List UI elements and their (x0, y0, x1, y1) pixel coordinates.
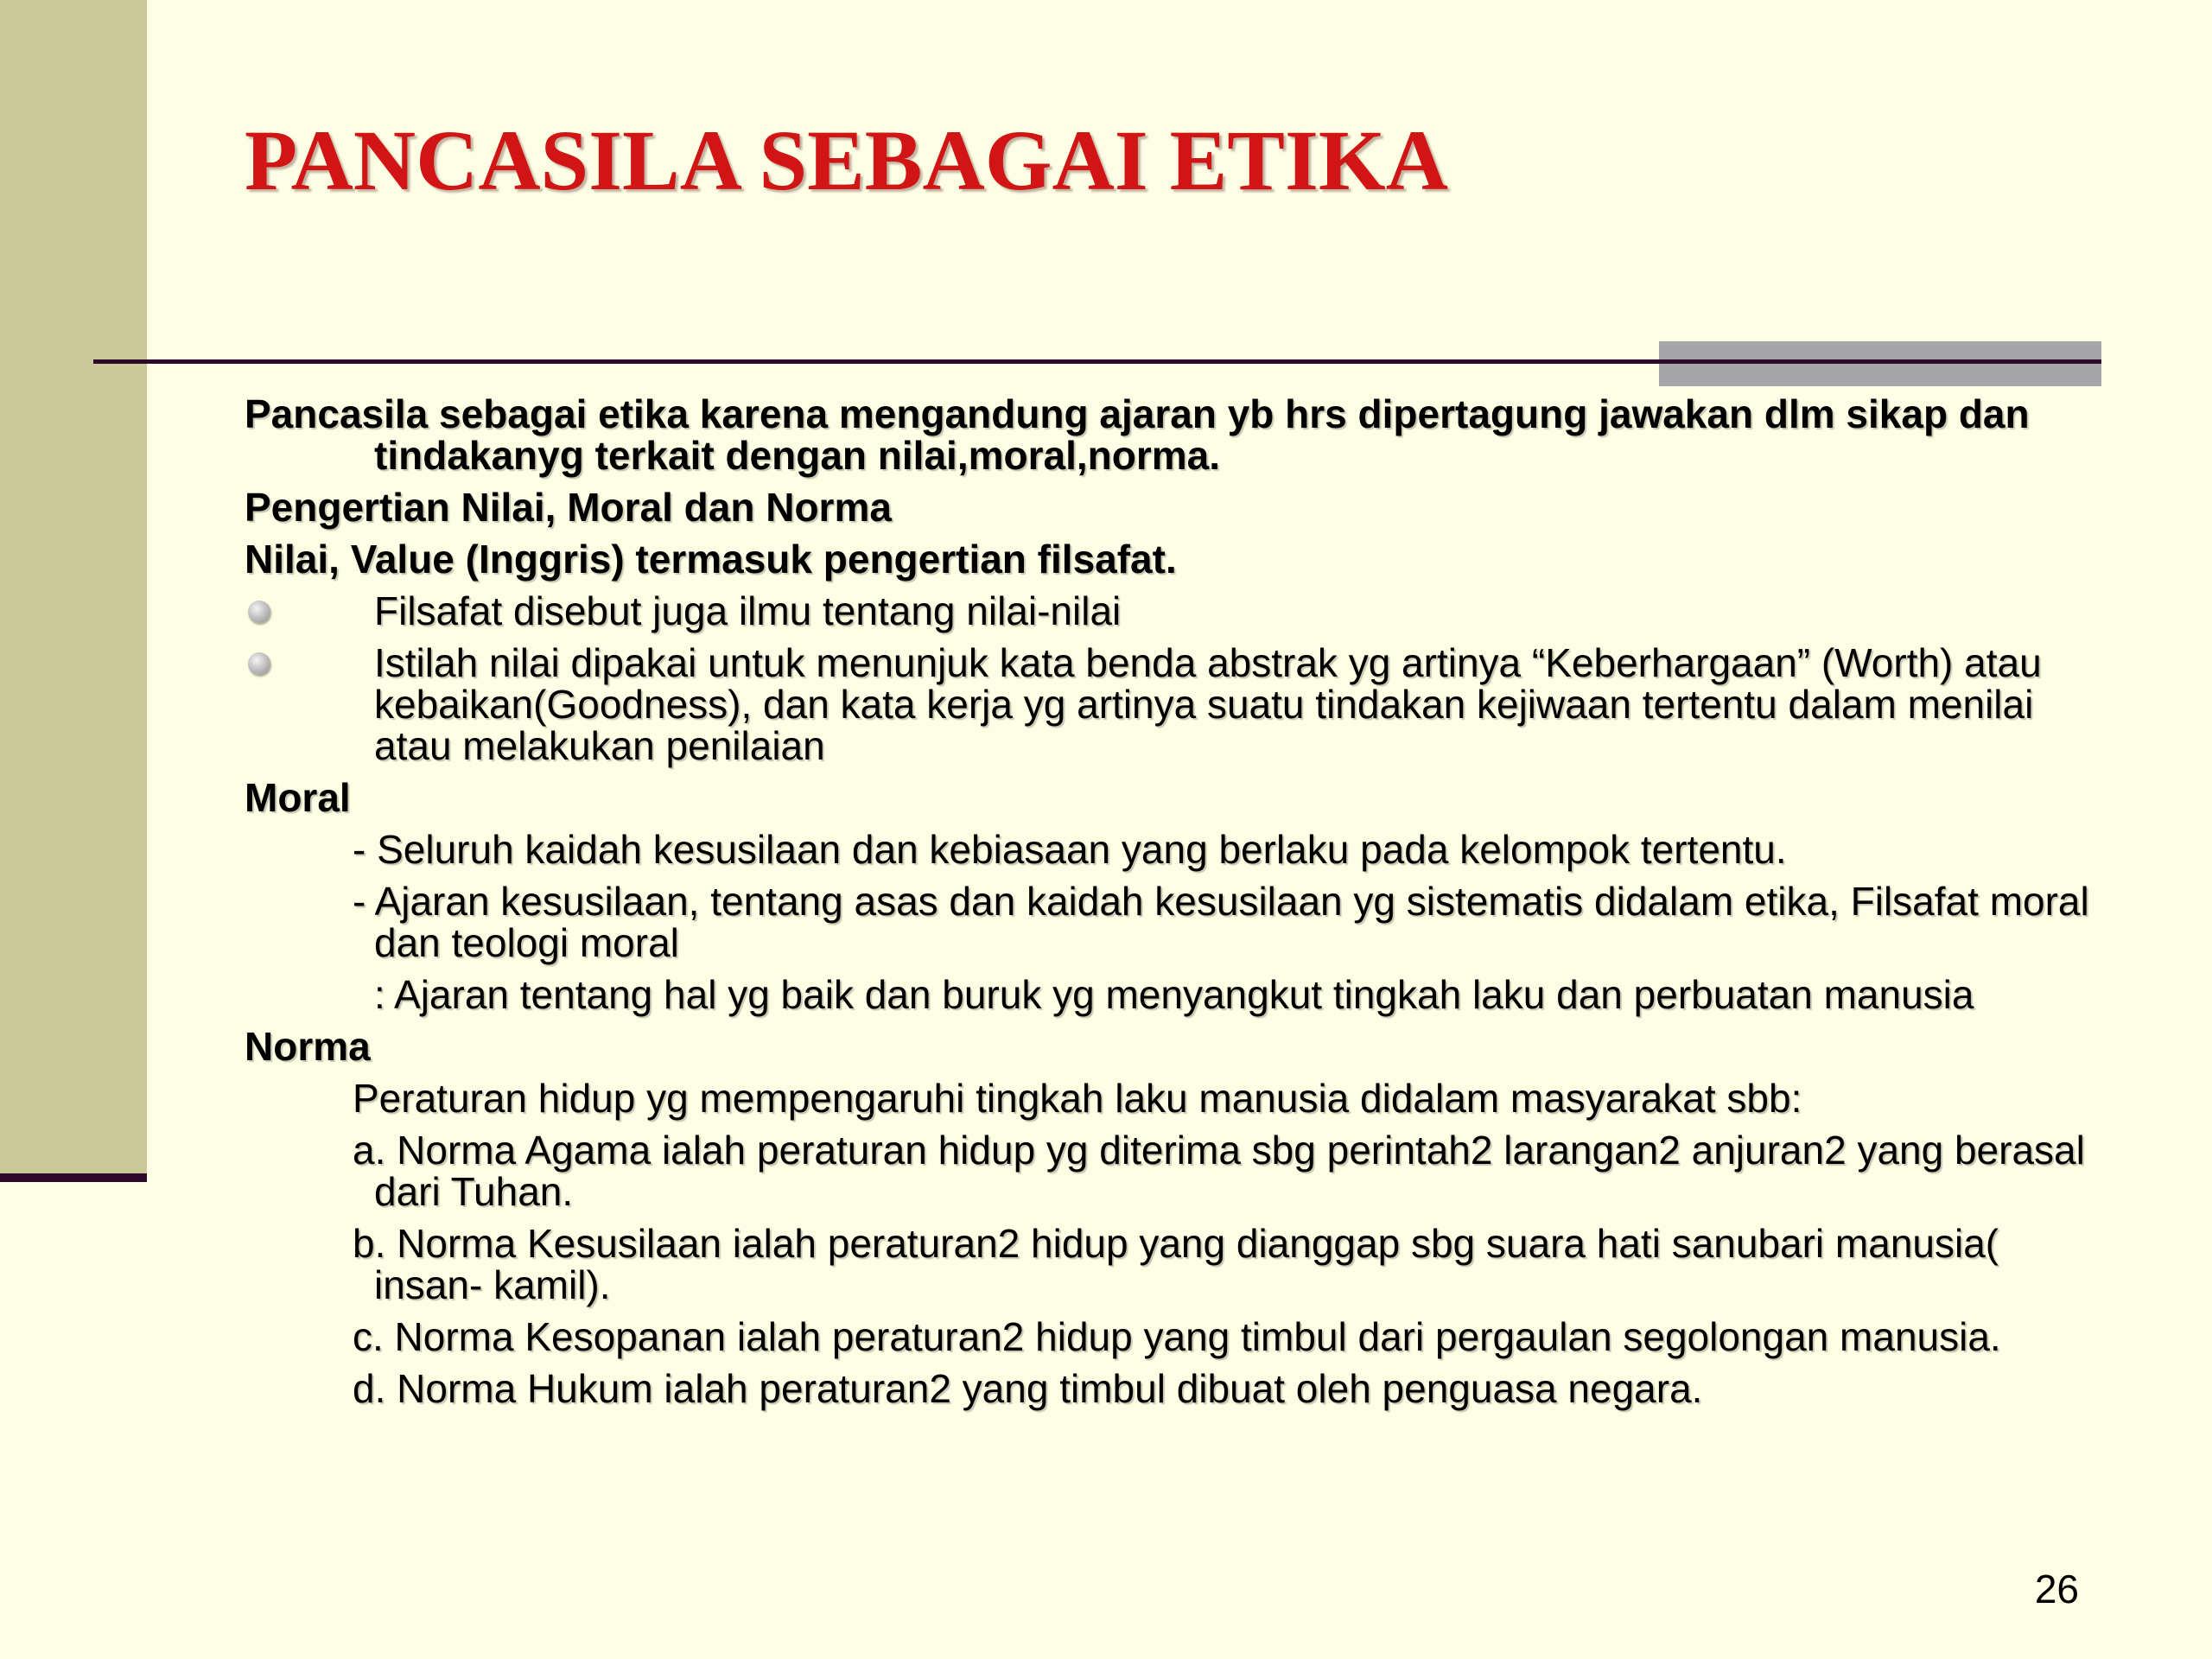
norma-item: b. Norma Kesusilaan ialah peraturan2 hidup yang dianggap sbg suara hati sanubari manusia( insan- kamil). (353, 1221, 1999, 1307)
title-rule-accent-bar (1659, 341, 2101, 386)
intro-paragraph: Pancasila sebagai etika karena mengandung ajaran yb hrs dipertagung jawakan dlm sikap dan tindakanyg terkait dengan nilai,moral,norma. (245, 391, 2030, 478)
bullet-item (245, 590, 2102, 632)
norma-intro: Peraturan hidup yg mempengaruhi tingkah laku manusia didalam masyarakat sbb: (353, 1076, 1802, 1121)
slide-body (245, 393, 2102, 1420)
bullet-text: Filsafat disebut juga ilmu tentang nilai-nilai (374, 588, 1122, 633)
title-rule-accent-line (1659, 359, 2101, 364)
side-band-underline (0, 1173, 147, 1182)
moral-definition: : Ajaran tentang hal yg baik dan buruk yg menyangkut tingkah laku dan perbuatan manusia (374, 972, 1974, 1017)
page-number: 26 (2034, 1567, 2079, 1611)
heading-norma: Norma (245, 1024, 371, 1069)
moral-item: - Seluruh kaidah kesusilaan dan kebiasaan yang berlaku pada kelompok tertentu. (353, 827, 1787, 872)
norma-item: c. Norma Kesopanan ialah peraturan2 hidup yang timbul dari pergaulan segolongan manusia. (353, 1314, 2001, 1359)
heading-moral: Moral (245, 775, 351, 820)
norma-item: d. Norma Hukum ialah peraturan2 yang timbul dibuat oleh penguasa negara. (353, 1366, 1703, 1411)
bullet-item (245, 642, 2102, 766)
norma-item: a. Norma Agama ialah peraturan hidup yg diterima sbg perintah2 larangan2 anjuran2 yang berasal dari Tuhan. (353, 1128, 2085, 1214)
bullet-dot-icon (248, 601, 270, 623)
moral-item: - Ajaran kesusilaan, tentang asas dan kaidah kesusilaan yg sistematis didalam etika, Filsafat moral dan teologi moral (353, 879, 2089, 965)
bullet-text: Istilah nilai dipakai untuk menunjuk kata benda abstrak yg artinya “Keberhargaan” (Worth) atau kebaikan(Goodness), dan kata kerja yg artinya suatu tindakan kejiwaan tertentu dalam menilai atau melakukan penilaian (374, 640, 2042, 768)
bullet-dot-icon (248, 652, 270, 675)
side-band-decoration (0, 0, 147, 1179)
slide-title: PANCASILA SEBAGAI ETIKA (245, 112, 1448, 208)
heading-pengertian: Pengertian Nilai, Moral dan Norma (245, 485, 892, 530)
heading-nilai: Nilai, Value (Inggris) termasuk pengertian filsafat. (245, 537, 1177, 582)
